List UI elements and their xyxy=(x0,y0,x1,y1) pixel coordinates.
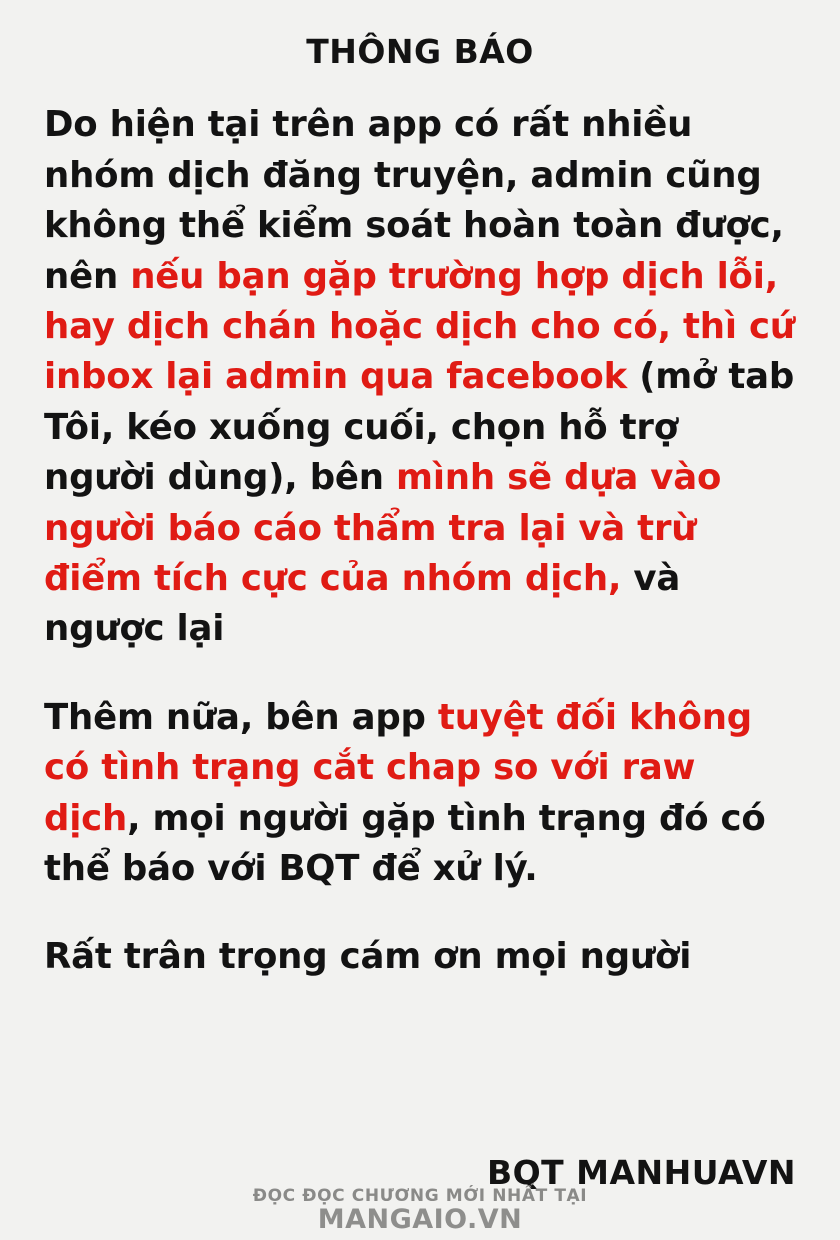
paragraph-3 xyxy=(44,932,796,982)
notice-body xyxy=(44,100,796,983)
paragraph-1-segment-3: (mở tab Tôi, kéo xuống cuối, chọn hỗ trợ người dùng), bên xyxy=(44,356,795,499)
paragraph-1-segment-1: Do hiện tại trên app có rất nhiều nhóm dịch đăng truyện, admin cũng không thể kiểm soát hoàn toàn được, nên xyxy=(44,104,784,297)
paragraph-3-segment-1: Rất trân trọng cám ơn mọi người xyxy=(44,936,692,978)
paragraph-1-segment-5: và ngược lại xyxy=(44,557,681,650)
signature: BQT MANHUAVN xyxy=(486,1153,796,1192)
watermark-line-1: ĐỌC ĐỌC CHƯƠNG MỚI NHẤT TẠI xyxy=(252,1185,588,1206)
paragraph-1 xyxy=(44,100,796,654)
watermark-line-2: MANGAIO.VN xyxy=(317,1203,523,1235)
paragraph-2-segment-1: Thêm nữa, bên app xyxy=(44,696,438,738)
page-title: THÔNG BÁO xyxy=(306,32,534,71)
paragraph-1-segment-4-highlight: mình sẽ dựa vào người báo cáo thẩm tra lại và trừ điểm tích cực của nhóm dịch, xyxy=(44,457,722,599)
watermark xyxy=(0,1185,840,1235)
paragraph-2-segment-2-highlight: tuyệt đối không có tình trạng cắt chap so với raw dịch xyxy=(44,696,752,839)
paragraph-1-segment-2-highlight: nếu bạn gặp trường hợp dịch lỗi, hay dịch chán hoặc dịch cho có, thì cứ inbox lại admin qua facebook xyxy=(44,255,795,398)
paragraph-2-segment-3: , mọi người gặp tình trạng đó có thể báo với BQT để xử lý. xyxy=(44,797,766,889)
paragraph-2 xyxy=(44,693,796,895)
